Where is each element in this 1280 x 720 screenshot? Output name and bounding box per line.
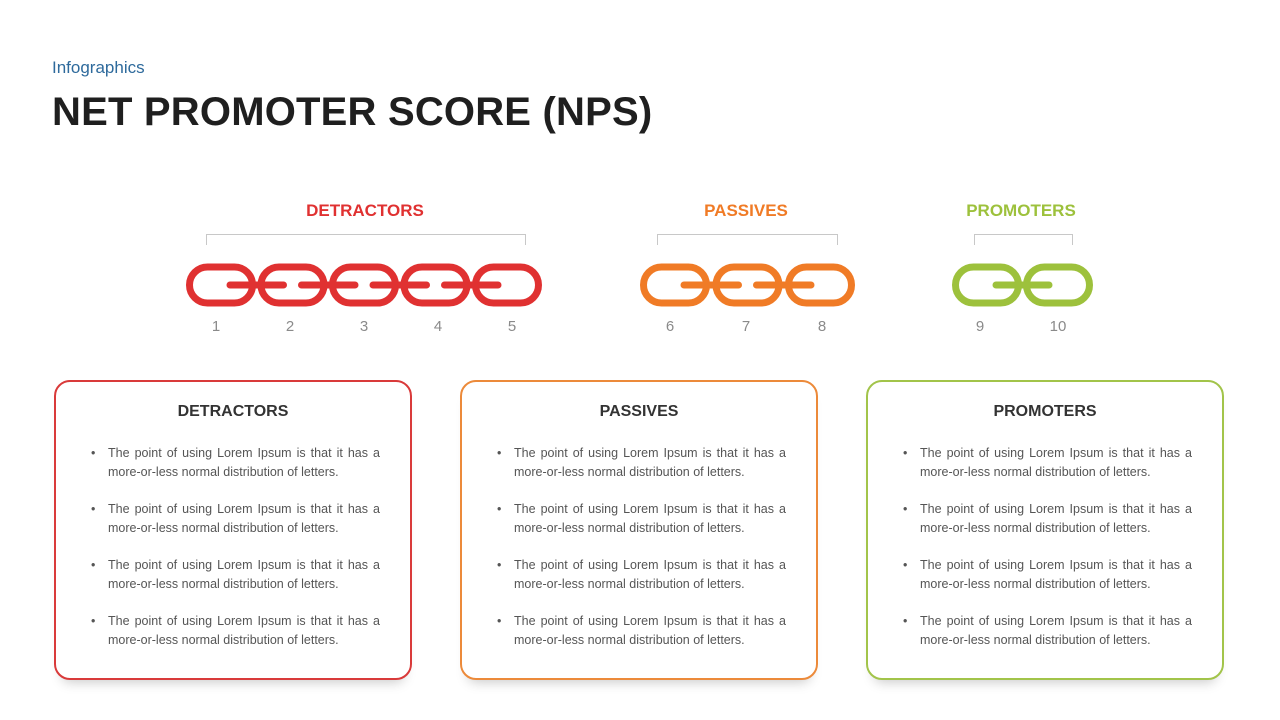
score-number: 5 xyxy=(507,318,517,335)
bullet-dot-icon: • xyxy=(903,446,908,460)
score-number: 2 xyxy=(285,318,295,335)
bullet-item xyxy=(497,556,786,594)
bullet-dot-icon: • xyxy=(91,502,96,516)
score-number: 3 xyxy=(359,318,369,335)
score-number: 10 xyxy=(1049,318,1067,335)
bullet-dot-icon: • xyxy=(91,446,96,460)
bullet-item xyxy=(497,612,786,650)
bullet-text: The point of using Lorem Ipsum is that it has a more-or-less normal distribution of letters. xyxy=(108,558,380,591)
score-number: 6 xyxy=(665,318,675,335)
card-title: PASSIVES xyxy=(599,403,679,420)
bullet-item xyxy=(91,500,380,538)
score-number: 8 xyxy=(817,318,827,335)
card-promoters xyxy=(866,380,1224,680)
bullet-item xyxy=(903,500,1192,538)
bullet-item xyxy=(91,556,380,594)
score-number: 9 xyxy=(975,318,985,335)
bullet-text: The point of using Lorem Ipsum is that it has a more-or-less normal distribution of letters. xyxy=(108,502,380,535)
bullet-item xyxy=(903,556,1192,594)
bullet-text: The point of using Lorem Ipsum is that it has a more-or-less normal distribution of letters. xyxy=(514,558,786,591)
bullet-dot-icon: • xyxy=(903,614,908,628)
bullet-dot-icon: • xyxy=(497,502,502,516)
slide-title: NET PROMOTER SCORE (NPS) xyxy=(52,90,653,134)
bullet-text: The point of using Lorem Ipsum is that it has a more-or-less normal distribution of letters. xyxy=(514,502,786,535)
score-number: 4 xyxy=(433,318,443,335)
group-label-passives: PASSIVES xyxy=(704,201,788,220)
card-bullets xyxy=(903,444,1192,668)
bullet-text: The point of using Lorem Ipsum is that it has a more-or-less normal distribution of letters. xyxy=(920,446,1192,479)
bullet-dot-icon: • xyxy=(497,446,502,460)
bullet-text: The point of using Lorem Ipsum is that it has a more-or-less normal distribution of letters. xyxy=(920,502,1192,535)
bullet-text: The point of using Lorem Ipsum is that it has a more-or-less normal distribution of letters. xyxy=(920,614,1192,647)
slide-subtitle: Infographics xyxy=(52,58,145,77)
bullet-item xyxy=(91,612,380,650)
bullet-dot-icon: • xyxy=(497,558,502,572)
group-label-detractors: DETRACTORS xyxy=(306,201,424,220)
bullet-text: The point of using Lorem Ipsum is that it has a more-or-less normal distribution of letters. xyxy=(514,446,786,479)
bullet-item xyxy=(497,500,786,538)
group-label-promoters: PROMOTERS xyxy=(966,201,1076,220)
bullet-text: The point of using Lorem Ipsum is that it has a more-or-less normal distribution of letters. xyxy=(108,614,380,647)
card-bullets xyxy=(497,444,786,668)
card-title: PROMOTERS xyxy=(993,403,1097,420)
card-bullets xyxy=(91,444,380,668)
card-passives xyxy=(460,380,818,680)
bullet-item xyxy=(497,444,786,482)
bullet-dot-icon: • xyxy=(91,558,96,572)
bullet-text: The point of using Lorem Ipsum is that it has a more-or-less normal distribution of letters. xyxy=(514,614,786,647)
bullet-dot-icon: • xyxy=(91,614,96,628)
chain-promoters xyxy=(956,267,1090,303)
bullet-item xyxy=(91,444,380,482)
bullet-item xyxy=(903,444,1192,482)
bullet-dot-icon: • xyxy=(497,614,502,628)
card-detractors xyxy=(54,380,412,680)
score-number: 7 xyxy=(741,318,751,335)
score-number: 1 xyxy=(211,318,221,335)
chain-detractors xyxy=(190,267,539,303)
bullet-dot-icon: • xyxy=(903,502,908,516)
bullet-text: The point of using Lorem Ipsum is that it has a more-or-less normal distribution of letters. xyxy=(920,558,1192,591)
card-title: DETRACTORS xyxy=(177,403,289,420)
bullet-item xyxy=(903,612,1192,650)
bullet-text: The point of using Lorem Ipsum is that it has a more-or-less normal distribution of letters. xyxy=(108,446,380,479)
bullet-dot-icon: • xyxy=(903,558,908,572)
chain-passives xyxy=(644,267,852,303)
